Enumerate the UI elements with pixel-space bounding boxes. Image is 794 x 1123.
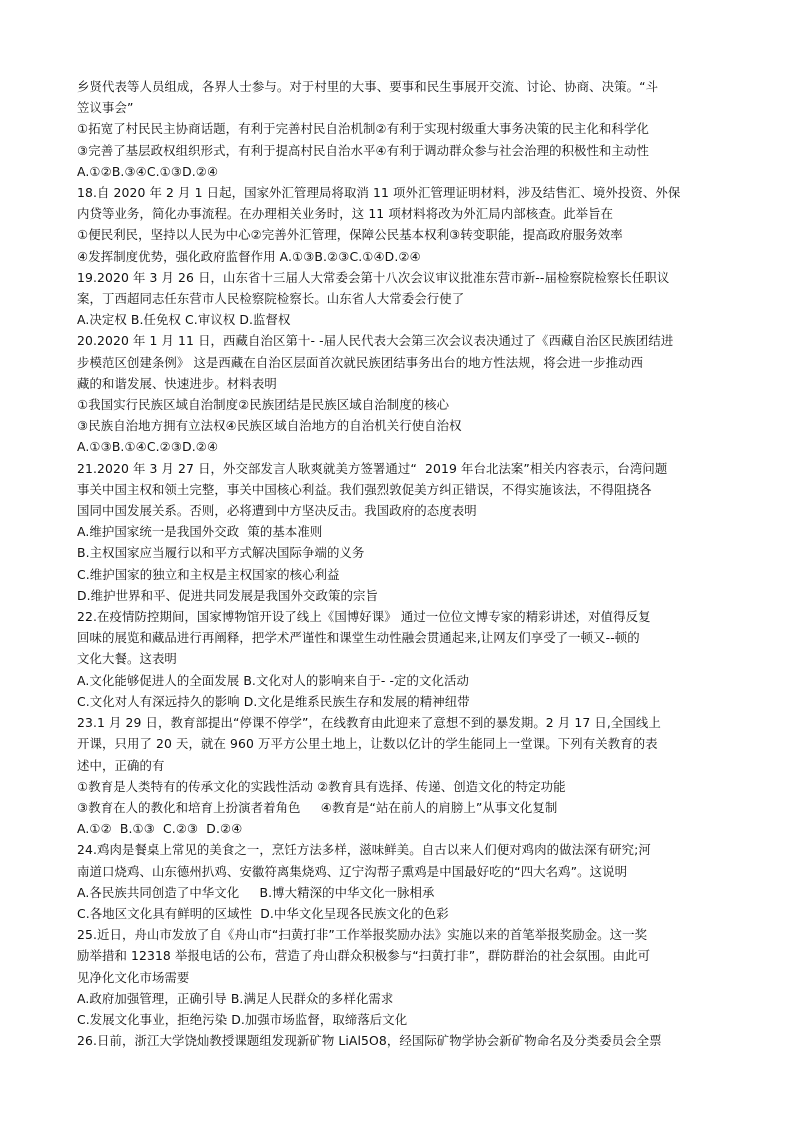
- text-line: 内贷等业务，简化办事流程。在办理相关业务时，这 11 项材料将改为外汇局内部核查。此举旨在: [77, 206, 614, 222]
- answer-choice-a: A.维护国家统一是我国外交政 策的基本准则: [77, 524, 323, 540]
- question-21-stem: 21.2020 年 3 月 27 日，外交部发言人耿爽就美方签署通过“ 2019 年台北法案”相关内容表示，台湾问题: [77, 460, 668, 476]
- text-line: 笠议事会”: [77, 100, 134, 116]
- text-line: 乡贤代表等人员组成，各界人士参与。对于村里的大事、要事和民生事展开交流、讨论、协商、决策。“斗: [77, 79, 659, 94]
- answer-choices: A.①③B.①④C.②③D.②④: [77, 439, 219, 455]
- answer-choice-c: C.维护国家的独立和主权是主权国家的核心利益: [77, 566, 340, 582]
- text-line: 开课，只用了 20 天，就在 960 万平方公里土地上，让数以亿计的学生能同上一堂课。下列有关教育的表: [77, 736, 658, 752]
- option-line: ③完善了基层政权组织形式，有利于提高村民自治水平④有利于调动群众参与社会治理的积极性和主动性: [77, 142, 650, 158]
- question-22-stem: 22.在疫情防控期间，国家博物馆开设了线上《国博好课》 通过一位位文博专家的精彩讲述，对值得反复: [77, 609, 651, 625]
- answer-choices: A.决定权 B.任免权 C.审议权 D.监督权: [77, 312, 291, 328]
- question-26-stem: 26.日前，浙江大学饶灿教授课题组发现新矿物 LiAl5O8，经国际矿物学协会新矿物命名及分类委员会全票: [77, 1033, 662, 1049]
- option-line: ④发挥制度优势，强化政府监督作用 A.①③B.②③C.①④D.②④: [77, 248, 421, 264]
- answer-choices: C.发展文化事业，拒绝污染 D.加强市场监督，取缔落后文化: [77, 1011, 408, 1027]
- question-19-stem: 19.2020 年 3 月 26 日，山东省十三届人大常委会第十八次会议审议批准东营市新--届检察院检察长任职议: [77, 269, 670, 285]
- text-line: 述中，正确的有: [77, 757, 165, 773]
- option-line: ①便民利民，坚持以人民为中心②完善外汇管理，保障公民基本权利③转变职能，提高政府服务效率: [77, 227, 623, 243]
- text-line: 南道口烧鸡、山东德州扒鸡、安徽符离集烧鸡、辽宁沟帮子熏鸡是中国最好吃的“四大名鸡”。这说明: [77, 863, 628, 879]
- option-line: ①我国实行民族区域自治制度②民族团结是民族区域自治制度的核心: [77, 397, 450, 413]
- text-line: 藏的和谐发展、快速进步。材料表明: [77, 375, 277, 391]
- text-line: 回味的展览和藏品进行再阐释，把学术严谨性和课堂生动性融会贯通起来,让网友们享受了一顿又--顿的: [77, 630, 640, 646]
- answer-choices: A.①② B.①③ C.②③ D.②④: [77, 821, 243, 837]
- text-line: 案，丁西超同志任东营市人民检察院检察长。山东省人大常委会行使了: [77, 291, 465, 307]
- answer-choices: A.文化能够促进人的全面发展 B.文化对人的影响来自于- -定的文化活动: [77, 672, 469, 688]
- text-line: 国同中国发展关系。否则，必将遭到中方坚决反击。我国政府的态度表明: [77, 503, 477, 519]
- question-24-stem: 24.鸡肉是餐桌上常见的美食之一，烹饪方法多样，滋味鲜美。自古以来人们便对鸡肉的做法深有研究;河: [77, 842, 651, 858]
- answer-choices: A.各民族共同创造了中华文化 B.博大精深的中华文化一脉相承: [77, 884, 435, 900]
- question-25-stem: 25.近日，舟山市发放了自《舟山市“扫黄打非”工作举报奖励办法》实施以来的首笔举报奖励金。这一奖: [77, 927, 648, 943]
- answer-choice-d: D.维护世界和平、促进共同发展是我国外交政策的宗旨: [77, 587, 378, 603]
- option-line: ①教育是人类特有的传承文化的实践性活动 ②教育具有选择、传递、创造文化的特定功能: [77, 778, 566, 794]
- answer-choices: C.各地区文化具有鲜明的区域性 D.中华文化呈现各民族文化的色彩: [77, 905, 449, 921]
- option-line: ③教育在人的教化和培育上扮演者着角色 ④教育是“站在前人的肩膀上”从事文化复制: [77, 799, 558, 815]
- text-line: 文化大餐。这表明: [77, 651, 177, 667]
- question-20-stem: 20.2020 年 1 月 11 日，西藏自治区第十- -届人民代表大会第三次会议表决通过了《西藏自治区民族团结进: [77, 333, 674, 349]
- option-line: ③民族自治地方拥有立法权④民族区域自治地方的自治机关行使自治权: [77, 418, 462, 434]
- option-line: ①拓宽了村民民主协商话题，有利于完善村民自治机制②有利于实现村级重大事务决策的民主化和科学化: [77, 121, 650, 137]
- question-18-stem: 18.自 2020 年 2 月 1 日起，国家外汇管理局将取消 11 项外汇管理证明材料，涉及结售汇、境外投资、外保: [77, 185, 681, 201]
- text-line: 事关中国主权和领土完整，事关中国核心利益。我们强烈敦促美方纠正错误，不得实施该法，不得阻挠各: [77, 481, 652, 497]
- answer-choices: A.①②B.③④C.①③D.②④: [77, 163, 219, 179]
- answer-choices: C.文化对人有深远持久的影响 D.文化是维系民族生存和发展的精神纽带: [77, 693, 470, 709]
- text-line: 励举措和 12318 举报电话的公布，营造了舟山群众积极参与“扫黄打非”，群防群治的社会氛围。由此可: [77, 948, 651, 964]
- answer-choice-b: B.主权国家应当履行以和平方式解决国际争端的义务: [77, 545, 365, 561]
- text-line: 步模范区创建条例》 这是西藏在自治区层面首次就民族团结事务出台的地方性法规，将会进一步推动西: [77, 354, 644, 370]
- document-body: [77, 76, 722, 1051]
- answer-choices: A.政府加强管理，正确引导 B.满足人民群众的多样化需求: [77, 990, 394, 1006]
- text-line: 见净化文化市场需要: [77, 969, 190, 985]
- question-23-stem: 23.1 月 29 日，教育部提出“停课不停学”，在线教育由此迎来了意想不到的暴发期。2 月 17 日,全国线上: [77, 715, 661, 731]
